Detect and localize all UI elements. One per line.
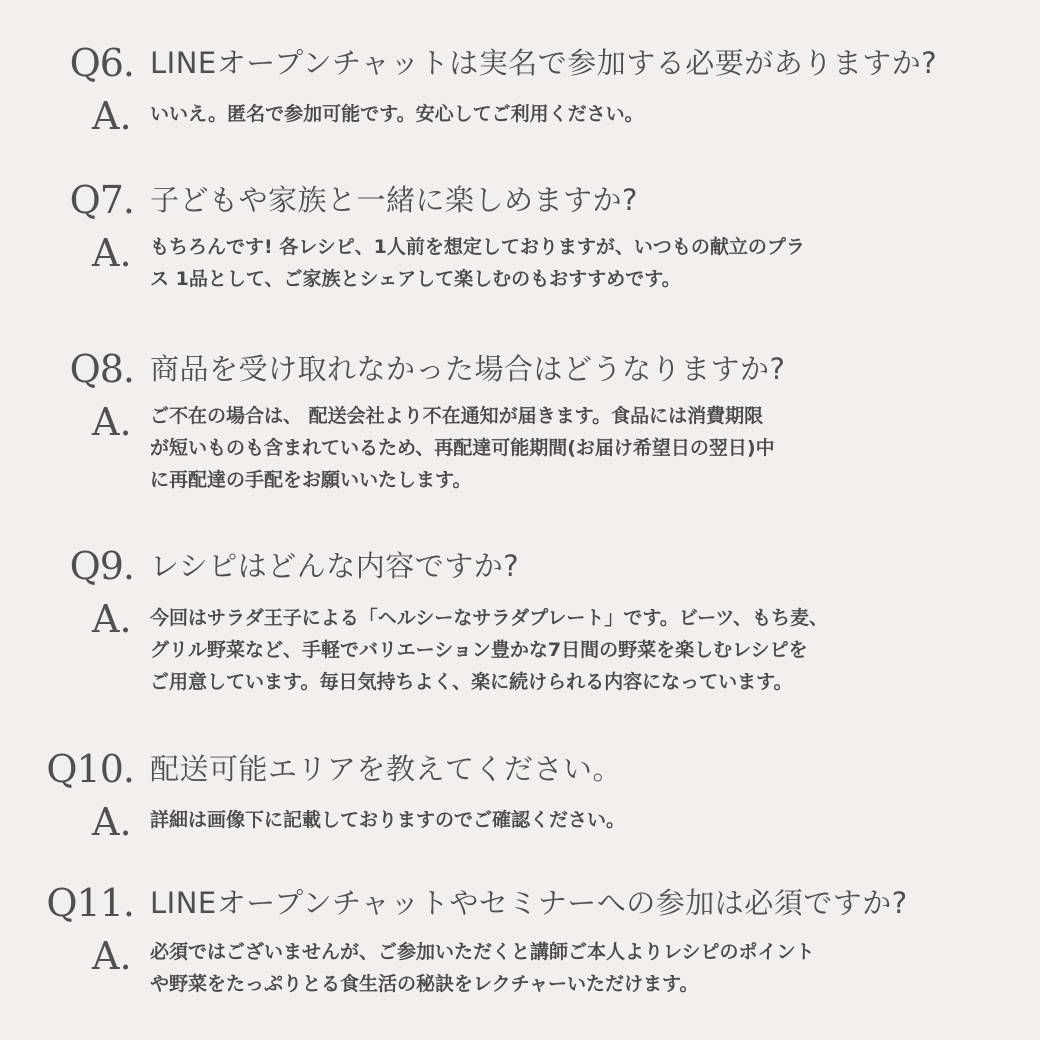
- answer-mark: A.: [92, 94, 132, 138]
- answer-mark: A.: [92, 231, 132, 275]
- answer-line: ご不在の場合は、 配送会社より不在通知が届きます。食品には消費期限: [150, 405, 764, 427]
- question-number: Q10.: [46, 747, 134, 791]
- answer-text: [150, 936, 980, 1000]
- answer-text: [150, 400, 980, 496]
- question-text: LINEオープンチャットは実名で参加する必要がありますか?: [150, 46, 938, 80]
- answer-text: [150, 804, 980, 836]
- question-number: Q9.: [69, 544, 134, 588]
- answer-line: や野菜をたっぷりとる食生活の秘訣をレクチャーいただけます。: [150, 973, 699, 995]
- answer-text: [150, 231, 980, 295]
- answer-line: グリル野菜など、手軽でバリエーション豊かな7日間の野菜を楽しむレシピを: [150, 639, 808, 661]
- answer-line: もちろんです! 各レシピ、1人前を想定しておりますが、いつもの献立のプラ: [150, 236, 805, 258]
- answer-line: ス 1品として、ご家族とシェアして楽しむのもおすすめです。: [150, 268, 681, 290]
- answer-mark: A.: [92, 400, 132, 444]
- answer-line: 必須ではございませんが、ご参加いただくと講師ご本人よりレシピのポイント: [150, 941, 815, 963]
- question-text: 配送可能エリアを教えてください。: [150, 752, 623, 786]
- answer-mark: A.: [92, 800, 132, 844]
- answer-line: 詳細は画像下に記載しておりますのでご確認ください。: [150, 809, 626, 831]
- answer-line: 今回はサラダ王子による「ヘルシーなサラダプレート」です。ビーツ、もち麦、: [150, 607, 829, 629]
- answer-text: [150, 98, 980, 130]
- question-text: レシピはどんな内容ですか?: [150, 549, 520, 583]
- answer-text: [150, 602, 980, 698]
- question-number: Q11.: [46, 881, 134, 925]
- answer-mark: A.: [92, 597, 132, 641]
- question-text: LINEオープンチャットやセミナーへの参加は必須ですか?: [150, 886, 908, 920]
- answer-line: が短いものも含まれているため、再配達可能期間(お届け希望日の翌日)中: [150, 437, 775, 459]
- question-number: Q8.: [69, 347, 134, 391]
- question-text: 商品を受け取れなかった場合はどうなりますか?: [150, 352, 786, 386]
- answer-mark: A.: [92, 934, 132, 978]
- answer-line: ご用意しています。毎日気持ちよく、楽に続けられる内容になっています。: [150, 671, 793, 693]
- question-number: Q7.: [69, 178, 134, 222]
- answer-line: いいえ。匿名で参加可能です。安心してご利用ください。: [150, 103, 644, 125]
- question-text: 子どもや家族と一緒に楽しめますか?: [150, 183, 638, 217]
- question-number: Q6.: [69, 41, 134, 85]
- answer-line: に再配達の手配をお願いいたします。: [150, 469, 472, 491]
